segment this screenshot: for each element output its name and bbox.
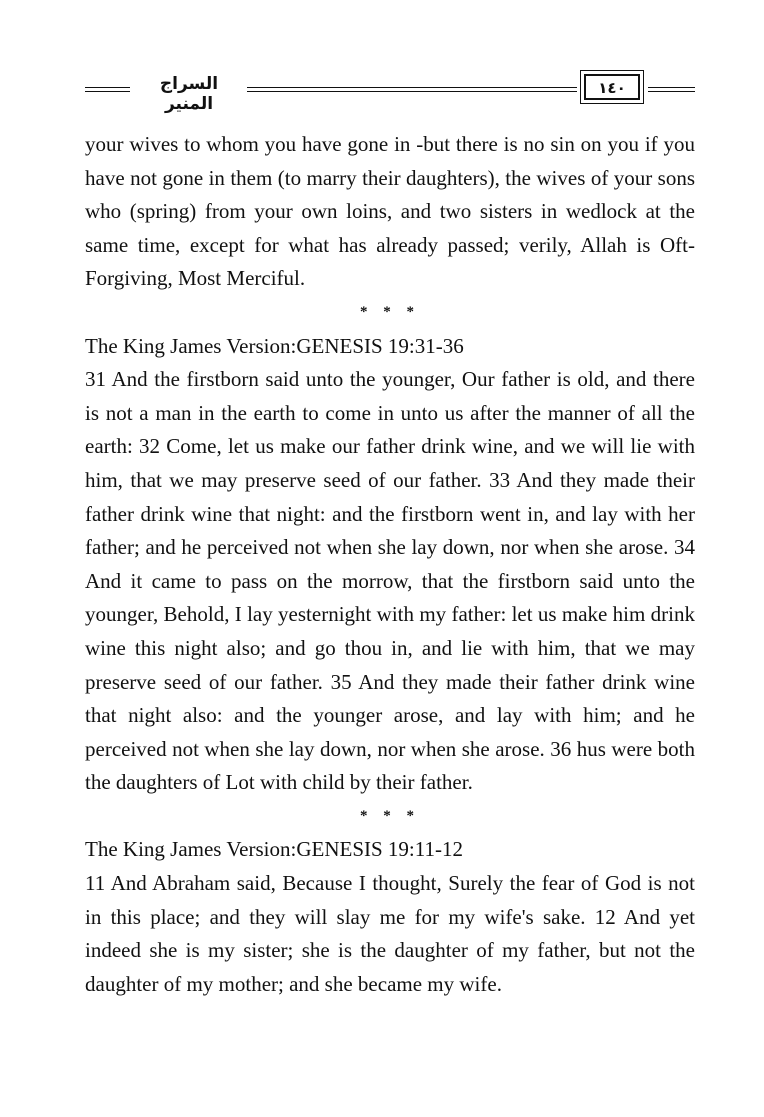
section-separator: * * * <box>360 807 420 824</box>
section-separator: * * * <box>360 303 420 320</box>
paragraph-genesis-19-11-12: 11 And Abraham said, Because I thought, Surely the fear of God is not in this place; and they will slay me for my wife's sake. 12 And yet indeed she is my sister; she is the daughter of my father, but not the daughter of my mother; and she became my wife. <box>85 871 695 996</box>
header-rule-left <box>85 87 130 92</box>
scripture-reference-heading: The King James Version:GENESIS 19:11-12 <box>85 837 463 862</box>
page-number: ١٤٠ <box>584 74 640 100</box>
header-rule-middle <box>247 87 577 92</box>
paragraph-quran-continuation: your wives to whom you have gone in -but there is no sin on you if you have not gone in them (to marry their daughters), the wives of your sons who (spring) from your own loins, and two sisters in wedlock at the same time, except for what has already passed; verily, Allah is Oft-Forgiving, Most Merciful. <box>85 132 695 291</box>
page-number-box <box>580 70 644 104</box>
paragraph-genesis-19-31-36: 31 And the firstborn said unto the younger, Our father is old, and there is not a man in the earth to come in unto us after the manner of all the earth: 32 Come, let us make our father drink wine, and we will lie with him, that we may preserve seed of our father. 33 And they made their father drink wine that night: and the firstborn went in, and lay with her father; and he perceived not when she lay down, nor when she arose. 34 And it came to pass on the morrow, that the firstborn said unto the younger, Behold, I lay yesternight with my father: let us make him drink wine this night also; and go thou in, and lie with him, that we may preserve seed of our father. 35 And they made their father drink wine that night also: and the younger arose, and lay with him; and he perceived not when she lay down, nor when she arose. 36 hus were both the daughters of Lot with child by their father. <box>85 367 695 795</box>
page-header <box>85 70 695 114</box>
running-title: السراج المنير <box>159 74 219 114</box>
scripture-reference-heading: The King James Version:GENESIS 19:31-36 <box>85 333 464 358</box>
page-body <box>85 128 695 1001</box>
header-rule-right <box>648 87 695 92</box>
